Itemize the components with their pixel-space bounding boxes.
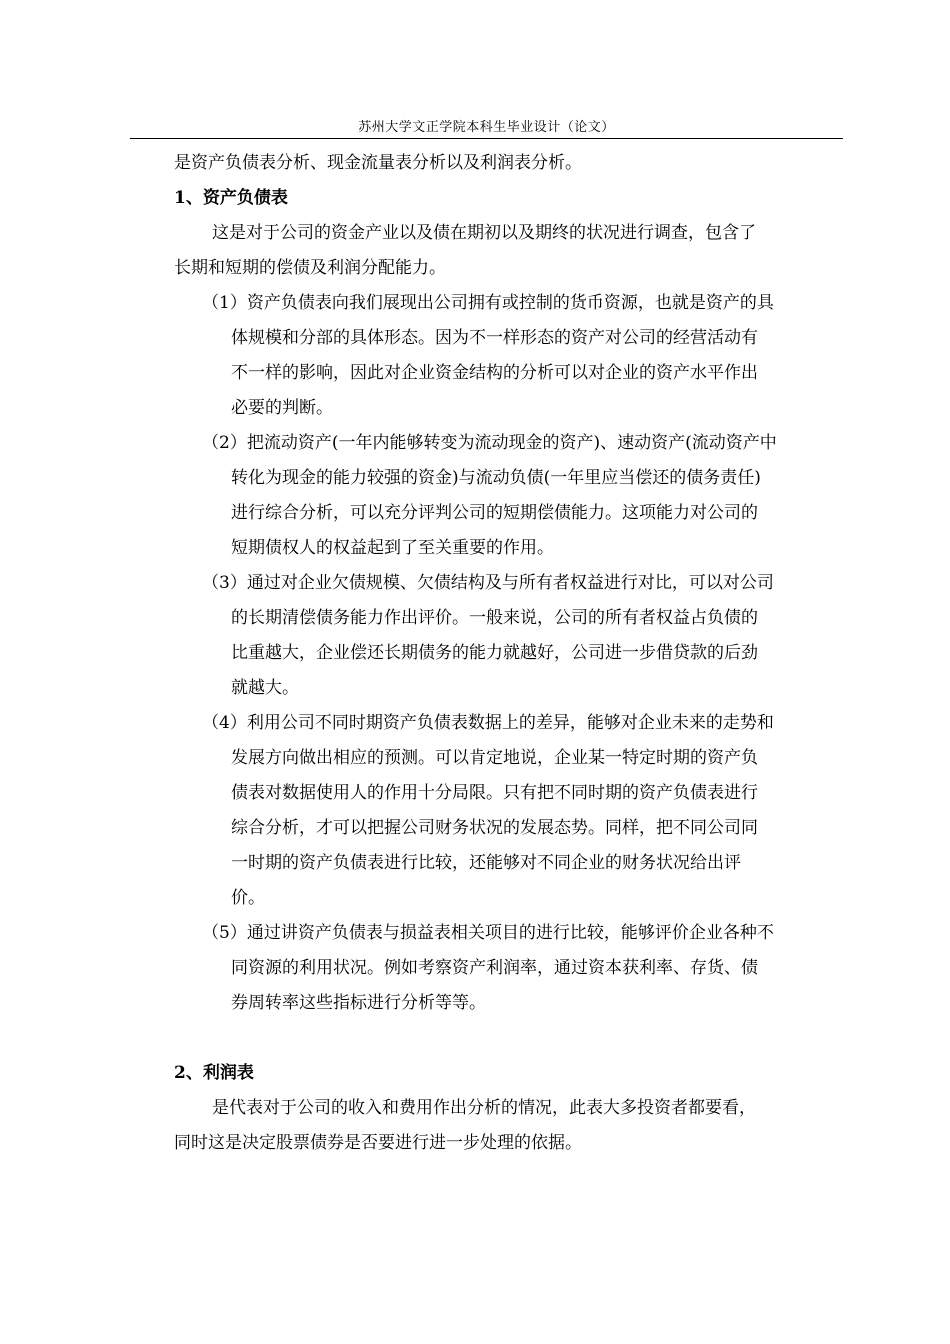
list-item-1 — [174, 286, 844, 426]
list-item-line: 发展方向做出相应的预测。可以肯定地说，企业某一特定时期的资产负 — [231, 748, 758, 768]
list-item-2 — [174, 426, 844, 566]
list-item-line: 券周转率这些指标进行分析等等。 — [231, 993, 486, 1013]
list-item-line: （1）资产负债表向我们展现出公司拥有或控制的货币资源，也就是资产的具 — [202, 293, 774, 313]
blank-line — [174, 1021, 844, 1056]
list-item-line: （3）通过对企业欠债规模、欠债结构及与所有者权益进行对比，可以对公司 — [202, 573, 774, 593]
intro-line: 是资产负债表分析、现金流量表分析以及利润表分析。 — [174, 153, 582, 173]
list-item-line: 短期债权人的权益起到了至关重要的作用。 — [231, 538, 554, 558]
header-rule — [130, 138, 843, 139]
list-item-line: 的长期清偿债务能力作出评价。一般来说，公司的所有者权益占负债的 — [231, 608, 758, 628]
list-item-line: 必要的判断。 — [231, 398, 333, 418]
list-item-line: （5）通过讲资产负债表与损益表相关项目的进行比较，能够评价企业各种不 — [202, 923, 774, 943]
paragraph-line: 是代表对于公司的收入和费用作出分析的情况，此表大多投资者都要看， — [212, 1098, 756, 1118]
paragraph-line: 同时这是决定股票债券是否要进行进一步处理的依据。 — [174, 1133, 582, 1153]
section2-paragraph — [174, 1091, 844, 1161]
list-item-line: 就越大。 — [231, 678, 299, 698]
document-body — [174, 146, 844, 1161]
list-item-4 — [174, 706, 844, 916]
list-item-line: 价。 — [231, 888, 265, 908]
section1-paragraph — [174, 216, 844, 286]
list-item-line: （2）把流动资产(一年内能够转变为流动现金的资产)、速动资产(流动资产中 — [202, 433, 777, 453]
list-item-line: 一时期的资产负债表进行比较，还能够对不同企业的财务状况给出评 — [231, 853, 741, 873]
list-item-3 — [174, 566, 844, 706]
page-header: 苏州大学文正学院本科生毕业设计（论文） — [358, 120, 615, 135]
list-item-line: 体规模和分部的具体形态。因为不一样形态的资产对公司的经营活动有 — [231, 328, 758, 348]
list-item-5 — [174, 916, 844, 1021]
list-item-line: 综合分析，才可以把握公司财务状况的发展态势。同样，把不同公司同 — [231, 818, 758, 838]
list-item-line: 债表对数据使用人的作用十分局限。只有把不同时期的资产负债表进行 — [231, 783, 758, 803]
list-item-line: 不一样的影响，因此对企业资金结构的分析可以对企业的资产水平作出 — [231, 363, 758, 383]
section-heading-income-statement: 2、利润表 — [174, 1063, 254, 1083]
section-heading-balance-sheet: 1、资产负债表 — [174, 188, 288, 208]
list-item-line: 比重越大，企业偿还长期债务的能力就越好，公司进一步借贷款的后劲 — [231, 643, 758, 663]
list-item-line: 转化为现金的能力较强的资金)与流动负债(一年里应当偿还的债务责任) — [231, 468, 761, 488]
paragraph-line: 长期和短期的偿债及利润分配能力。 — [174, 258, 446, 278]
list-item-line: （4）利用公司不同时期资产负债表数据上的差异，能够对企业未来的走势和 — [202, 713, 774, 733]
list-item-line: 进行综合分析，可以充分评判公司的短期偿债能力。这项能力对公司的 — [231, 503, 758, 523]
paragraph-line: 这是对于公司的资金产业以及债在期初以及期终的状况进行调查，包含了 — [212, 223, 756, 243]
list-item-line: 同资源的利用状况。例如考察资产利润率，通过资本获利率、存货、债 — [231, 958, 758, 978]
